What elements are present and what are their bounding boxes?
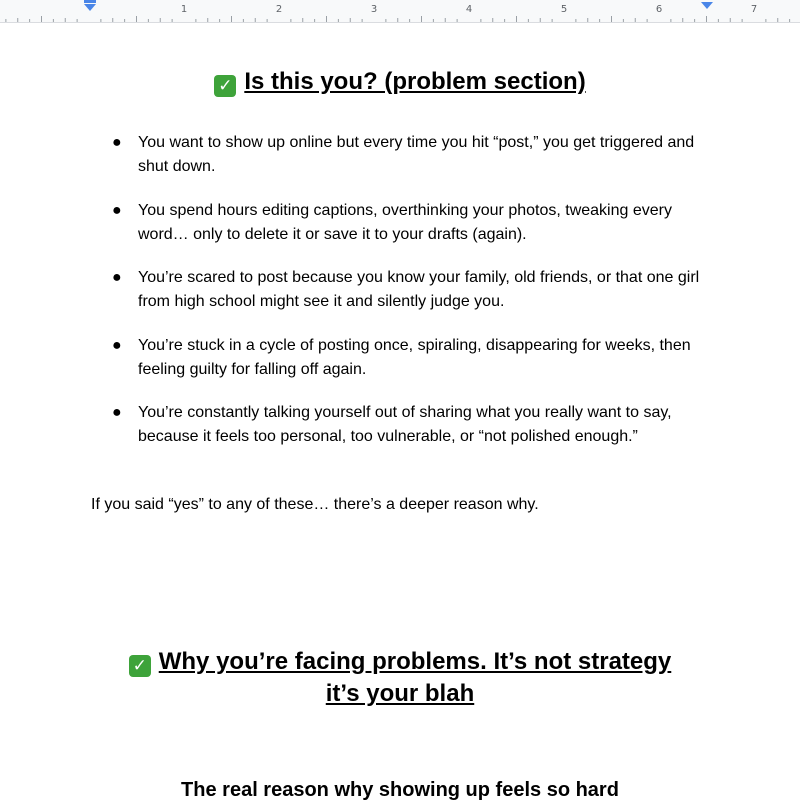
ruler-number: 4 xyxy=(465,4,473,15)
ruler-number: 7 xyxy=(750,4,758,15)
left-indent-marker-icon[interactable] xyxy=(83,0,97,12)
list-item-text: You’re constantly talking yourself out of sharing what you really want to say, because it feels too personal, too vulnerable, or “not polished enough.” xyxy=(138,404,672,445)
section-heading-line2 xyxy=(0,678,800,710)
horizontal-ruler[interactable] xyxy=(0,0,800,23)
bullet-icon: ● xyxy=(112,134,122,151)
section-title-line1: Why you’re facing problems. It’s not strategy xyxy=(158,648,672,675)
section-heading xyxy=(0,646,800,678)
list-item-text: You’re stuck in a cycle of posting once, spiraling, disappearing for weeks, then feeling guilty for falling off again. xyxy=(138,337,691,378)
ruler-ticks xyxy=(0,0,800,22)
closing-paragraph: If you said “yes” to any of these… there’s a deeper reason why. xyxy=(91,496,539,513)
list-item-text: You spend hours editing captions, overthinking your photos, tweaking every word… only to delete it or save it to your drafts (again). xyxy=(138,202,672,243)
ruler-number: 2 xyxy=(275,4,283,15)
right-indent-marker-icon[interactable] xyxy=(700,0,714,12)
bullet-icon: ● xyxy=(112,269,122,286)
list-item-text: You’re scared to post because you know your family, old friends, or that one girl from high school might see it and silently judge you. xyxy=(138,269,700,310)
ruler-number: 5 xyxy=(560,4,568,15)
bullet-icon: ● xyxy=(112,337,122,354)
ruler-number: 6 xyxy=(655,4,663,15)
bullet-icon: ● xyxy=(112,202,122,219)
subheading: The real reason why showing up feels so hard xyxy=(181,779,619,801)
section-title-line2: it’s your blah xyxy=(325,680,475,707)
section-heading xyxy=(0,66,800,98)
list-item-text: You want to show up online but every time you hit “post,” you get triggered and shut down. xyxy=(138,134,695,175)
bullet-icon: ● xyxy=(112,404,122,421)
section-title: Is this you? (problem section) xyxy=(244,68,586,95)
check-mark-button-icon: ✓ xyxy=(214,75,236,97)
document-page[interactable] xyxy=(0,22,800,800)
ruler-number: 1 xyxy=(180,4,188,15)
ruler-number: 3 xyxy=(370,4,378,15)
check-mark-button-icon: ✓ xyxy=(129,655,151,677)
